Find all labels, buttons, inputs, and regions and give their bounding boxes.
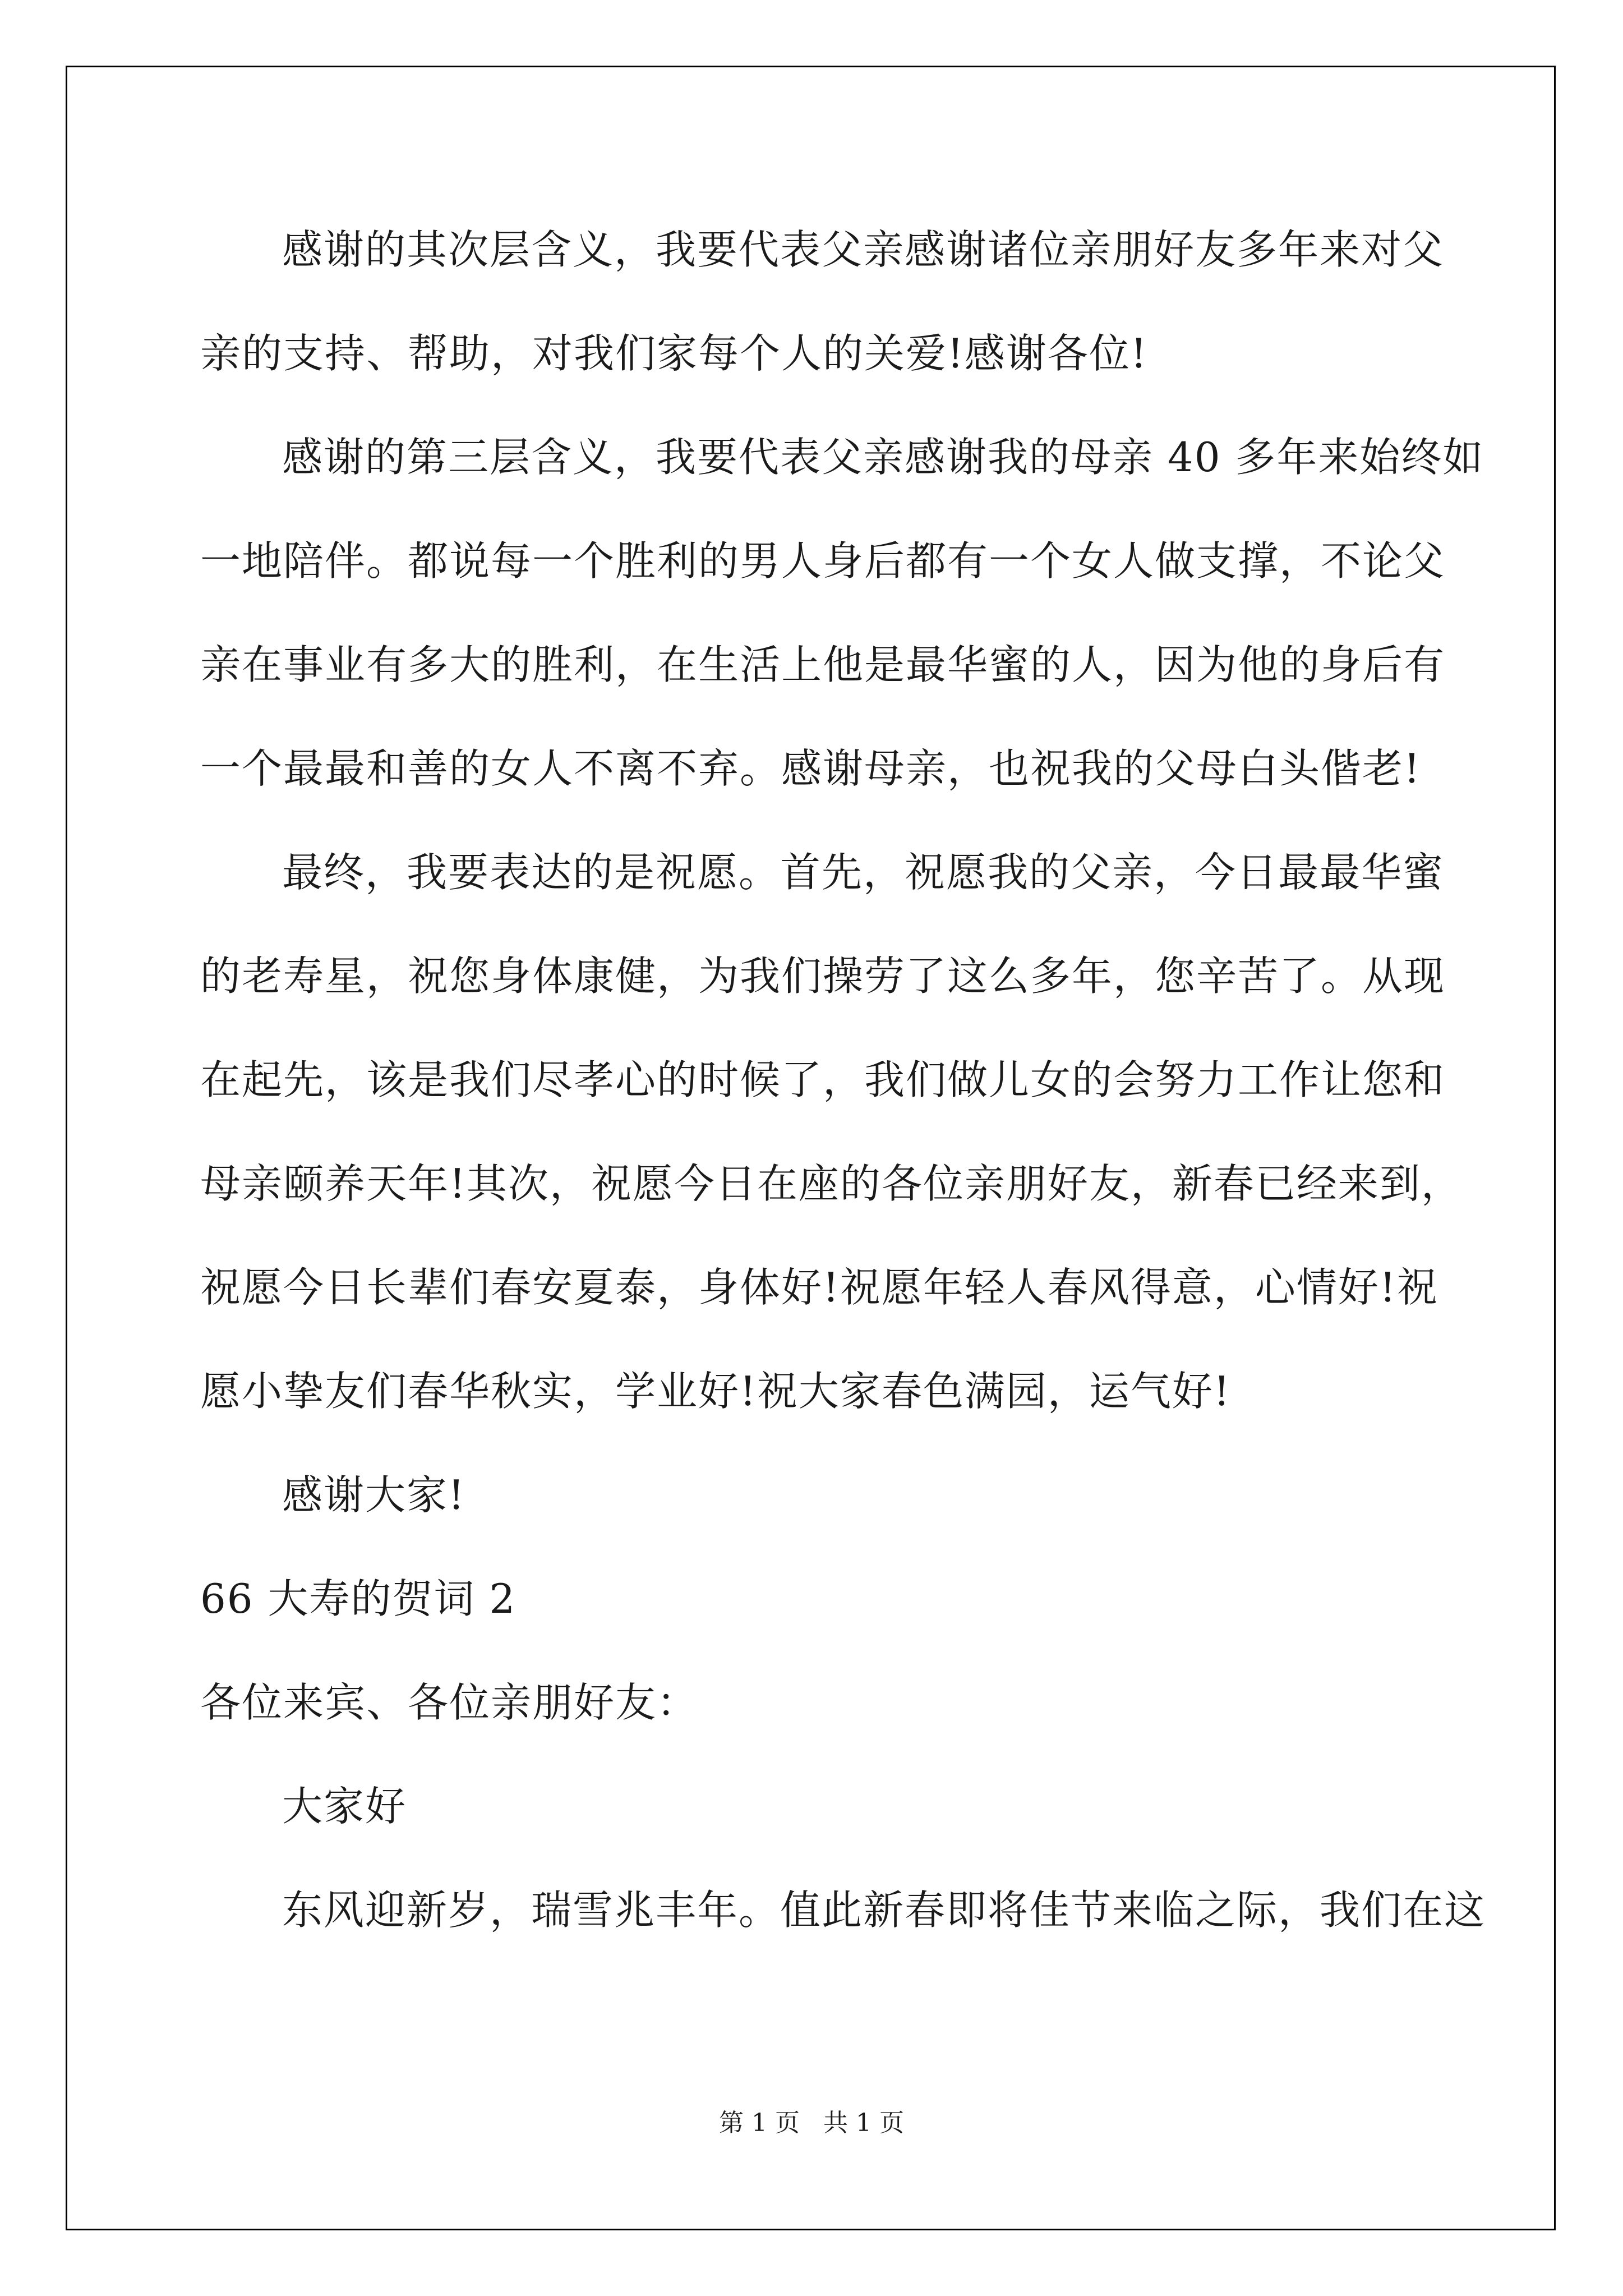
paragraph-line: 亲在事业有多大的胜利，在生活上他是最华蜜的人，因为他的身后有 xyxy=(200,641,1446,688)
paragraph-line: 的老寿星，祝您身体康健，为我们操劳了这么多年，您辛苦了。从现 xyxy=(200,953,1446,1000)
paragraph-line: 感谢大家! xyxy=(282,1471,465,1519)
page-number-current: 第 1 页 xyxy=(719,2109,800,2137)
paragraph-line: 感谢的第三层含义，我要代表父亲感谢我的母亲 40 多年来始终如 xyxy=(282,434,1484,481)
paragraph-line: 一个最最和善的女人不离不弃。感谢母亲，也祝我的父母白头偕老! xyxy=(200,745,1421,792)
paragraph-line: 感谢的其次层含义，我要代表父亲感谢诸位亲朋好友多年来对父 xyxy=(282,226,1445,273)
paragraph-line: 祝愿今日长辈们春安夏泰，身体好!祝愿年轻人春风得意，心情好!祝 xyxy=(200,1264,1438,1311)
salutation: 各位来宾、各位亲朋好友： xyxy=(200,1679,699,1726)
paragraph-line: 在起先，该是我们尽孝心的时候了，我们做儿女的会努力工作让您和 xyxy=(200,1056,1446,1103)
page-number-total: 共 1 页 xyxy=(823,2109,904,2137)
paragraph-line: 最终，我要表达的是祝愿。首先，祝愿我的父亲，今日最最华蜜 xyxy=(282,849,1445,896)
greeting: 大家好 xyxy=(282,1783,407,1830)
paragraph-line: 亲的支持、帮助，对我们家每个人的关爱!感谢各位! xyxy=(200,330,1148,377)
section-heading: 66 大寿的贺词 2 xyxy=(200,1575,517,1622)
page-footer xyxy=(0,2106,1623,2140)
paragraph-line: 东风迎新岁，瑞雪兆丰年。值此新春即将佳节来临之际，我们在这 xyxy=(282,1887,1486,1934)
paragraph-line: 愿小挚友们春华秋实，学业好!祝大家春色满园，运气好! xyxy=(200,1368,1231,1415)
paragraph-line: 母亲颐养天年!其次，祝愿今日在座的各位亲朋好友，新春已经来到， xyxy=(200,1160,1463,1207)
paragraph-line: 一地陪伴。都说每一个胜利的男人身后都有一个女人做支撑，不论父 xyxy=(200,537,1446,585)
